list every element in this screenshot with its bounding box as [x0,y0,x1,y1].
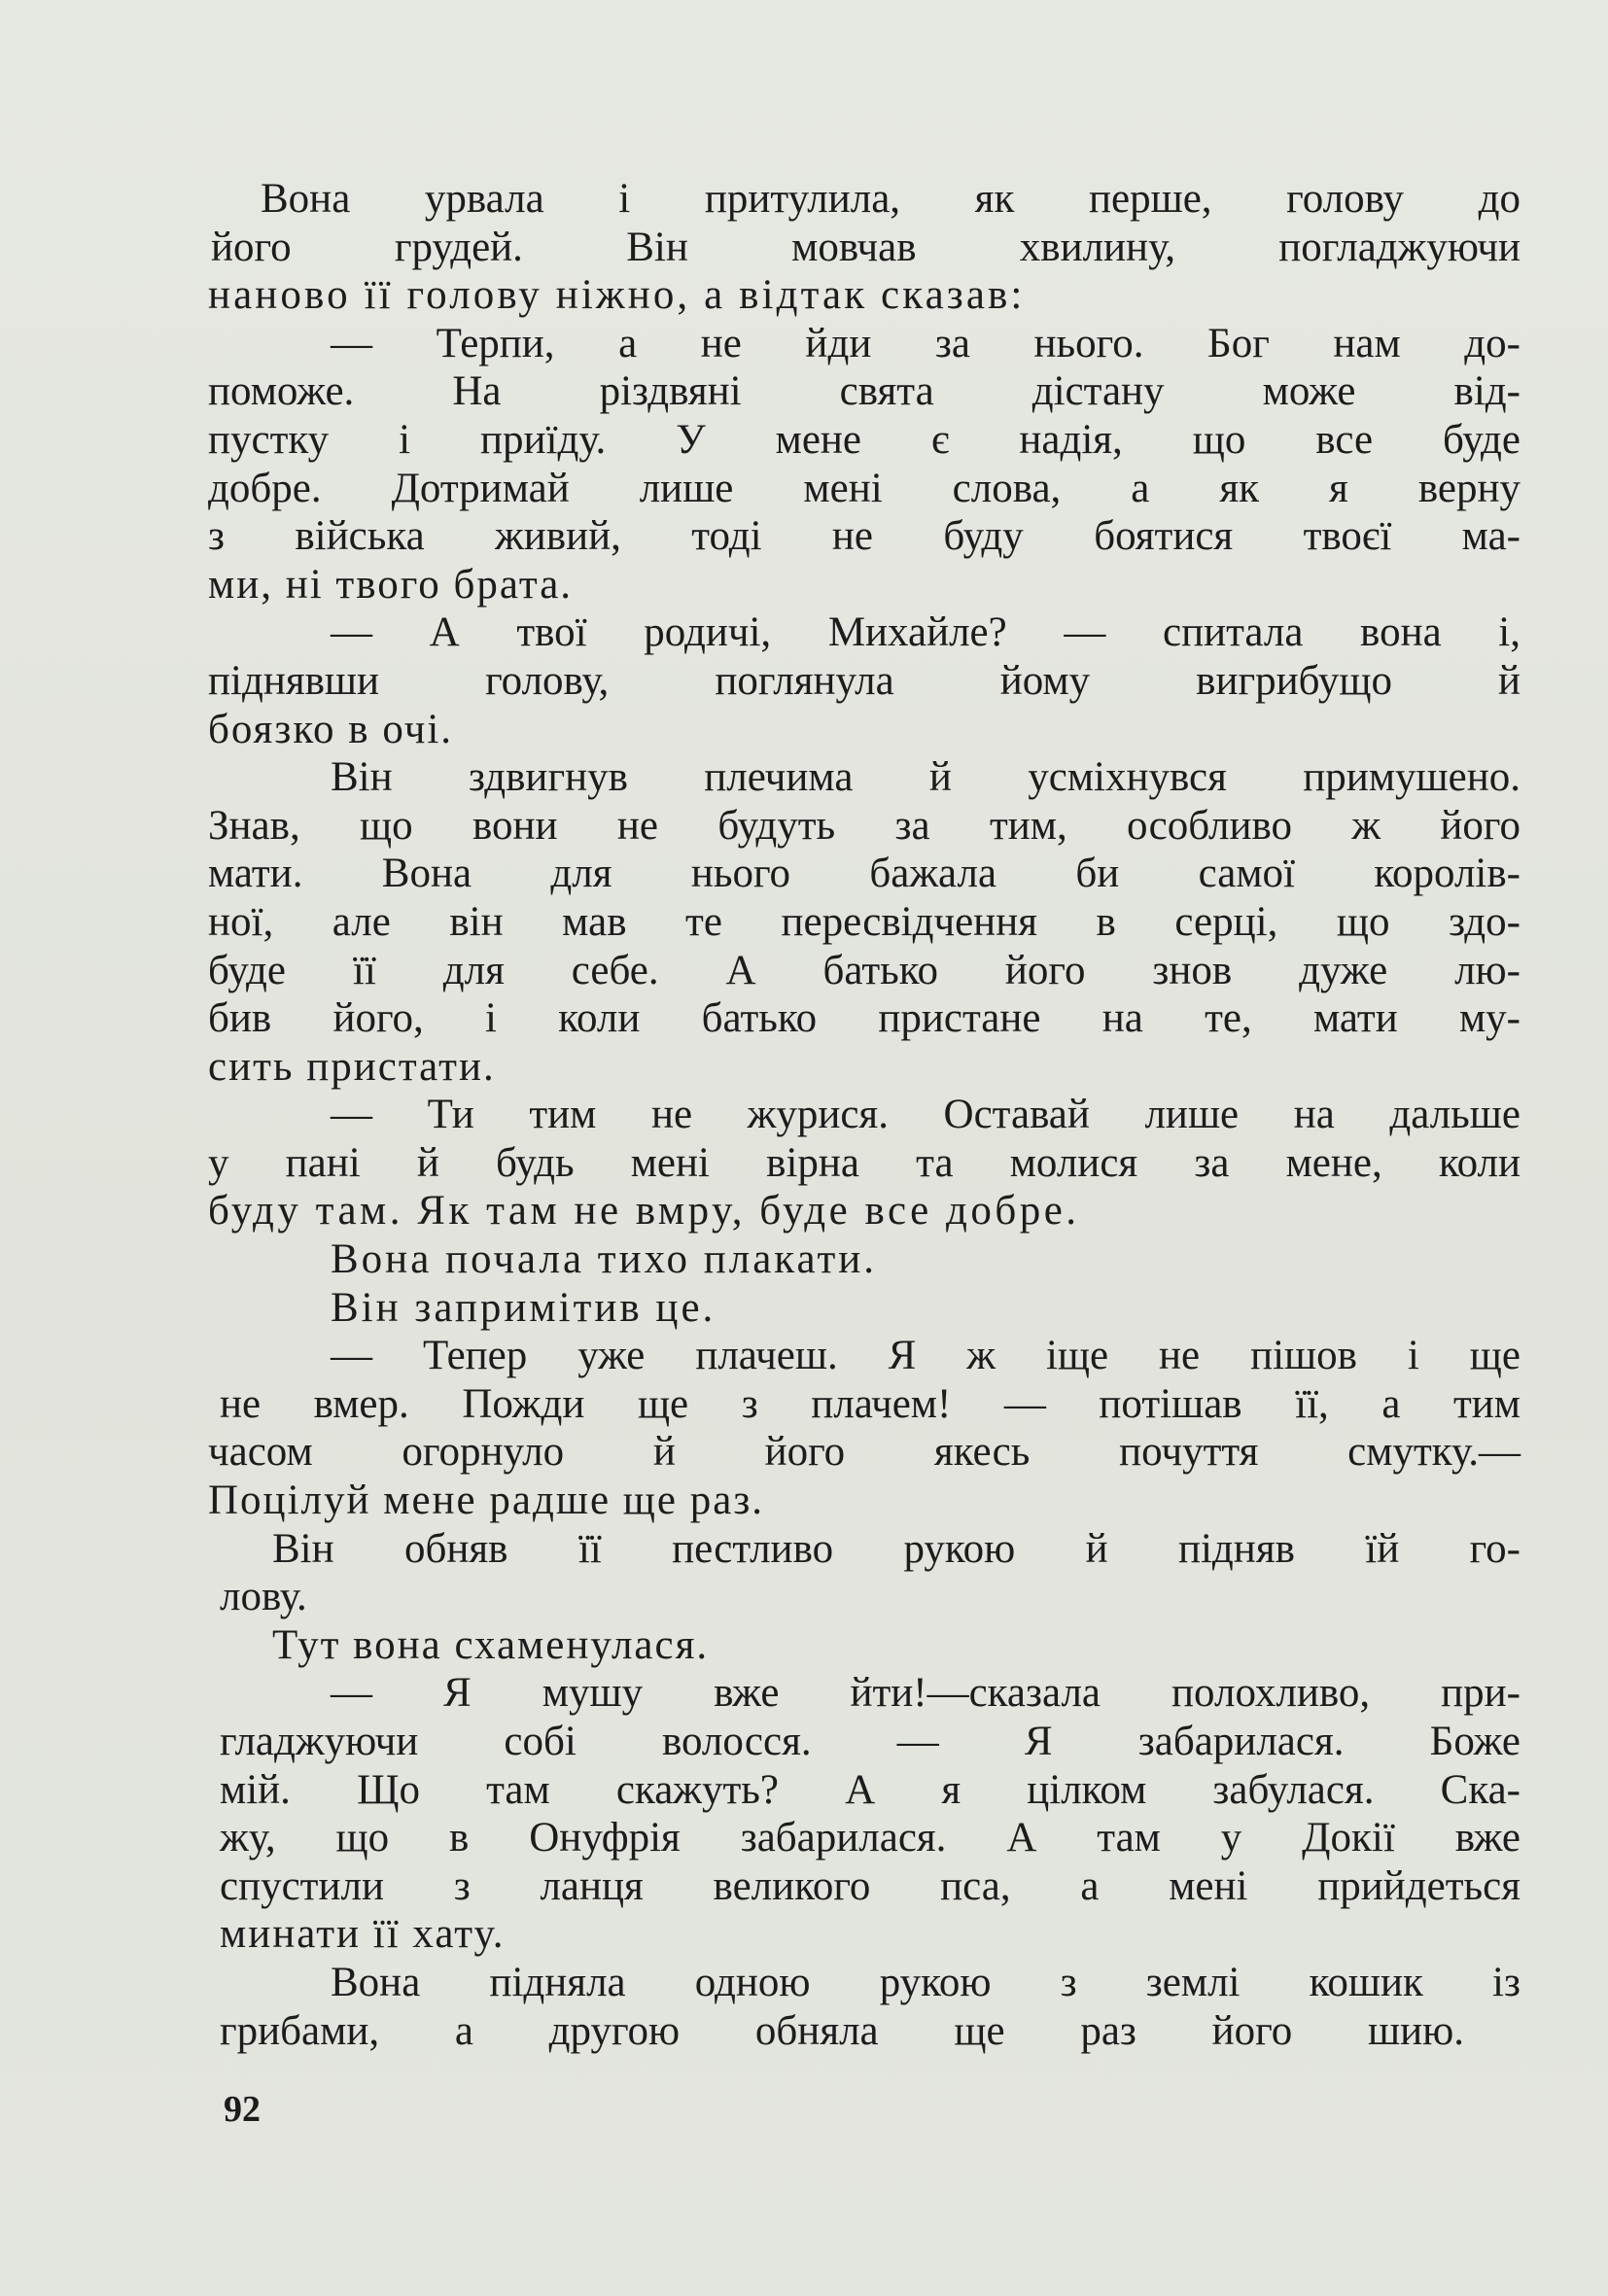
text-line-17: буде її для себе. А батько його знов дуже лю- [208,947,1521,993]
text-line-1: Вона урвала і притулила, як перше, голову до [261,176,1521,222]
text-line-8: з війська живий, тоді не буду боятися твоєї ма- [208,513,1521,560]
text-line-30: лову. [220,1574,307,1620]
text-line-28: Поцілуй мене радше ще раз. [208,1478,765,1524]
text-line-9: ми, ні твого брата. [208,561,574,608]
text-line-33: гладжуючи собі волосся. — Я забарилася. Боже [220,1719,1521,1764]
text-line-14: Знав, що вони не будуть за тим, особливо ж його [208,802,1521,849]
text-line-4: — Терпи, а не йди за нього. Бог нам до- [331,320,1521,366]
text-line-23: Вона почала тихо плакати. [331,1236,878,1283]
text-line-12: боязко в очі. [208,706,454,752]
text-line-35: жу, що в Онуфрія забарилася. А там у Докії вже [220,1815,1521,1861]
text-line-24: Він запримітив це. [331,1284,717,1331]
text-line-3: наново її голову ніжно, а відтак сказав: [208,272,1026,319]
text-line-20: — Ти тим не журися. Оставай лише на дальше [331,1092,1521,1138]
text-line-36: спустили з ланця великого пса, а мені прийдеться [220,1862,1521,1909]
text-line-18: бив його, і коли батько пристане на те, мати му- [208,995,1521,1042]
text-line-26: не вмер. Пожди ще з плачем! — потішав її, а тим [220,1380,1521,1427]
text-line-19: сить пристати. [208,1043,496,1090]
text-line-10: — А твої родичі, Михайле? — спитала вона і, [331,609,1521,656]
text-line-39: грибами, а другою обняла ще раз його шию. [220,2007,1464,2054]
text-line-22: буду там. Як там не вмру, буде все добре. [208,1188,1080,1235]
page-text [208,175,1521,2055]
text-line-13: Він здвигнув плечима й усміхнувся примушено. [331,754,1521,801]
text-line-11: піднявши голову, поглянула йому вигрибущо й [208,657,1521,704]
text-line-25: — Тепер уже плачеш. Я ж іще не пішов і ще [331,1333,1521,1379]
text-line-15: мати. Вона для нього бажала би самої королів- [208,851,1521,897]
text-line-21: у пані й будь мені вірна та молися за мене, коли [208,1139,1521,1186]
text-line-27: часом огорнуло й його якесь почуття смутку.— [208,1429,1521,1476]
text-line-32: — Я мушу вже йти!—сказала полохливо, при- [331,1670,1521,1717]
text-line-16: ної, але він мав те пересвідчення в серці, що здо- [208,898,1521,945]
text-line-38: Вона підняла одною рукою з землі кошик із [331,1959,1521,2005]
text-line-5: поможе. На різдвяні свята дістану може від- [208,368,1521,415]
text-line-37: минати її хату. [220,1911,506,1958]
text-line-31: Тут вона схаменулася. [272,1621,710,1668]
text-line-2: його грудей. Він мовчав хвилину, погладжуючи [211,224,1521,270]
page-number: 92 [224,2089,261,2130]
text-line-29: Він обняв її пестливо рукою й підняв їй го- [272,1525,1521,1572]
text-line-7: добре. Дотримай лише мені слова, а як я верну [208,465,1521,511]
text-line-6: пустку і приїду. У мене є надія, що все буде [208,416,1521,463]
text-line-34: мій. Що там скажуть? А я цілком забулася. Ска- [220,1766,1521,1813]
